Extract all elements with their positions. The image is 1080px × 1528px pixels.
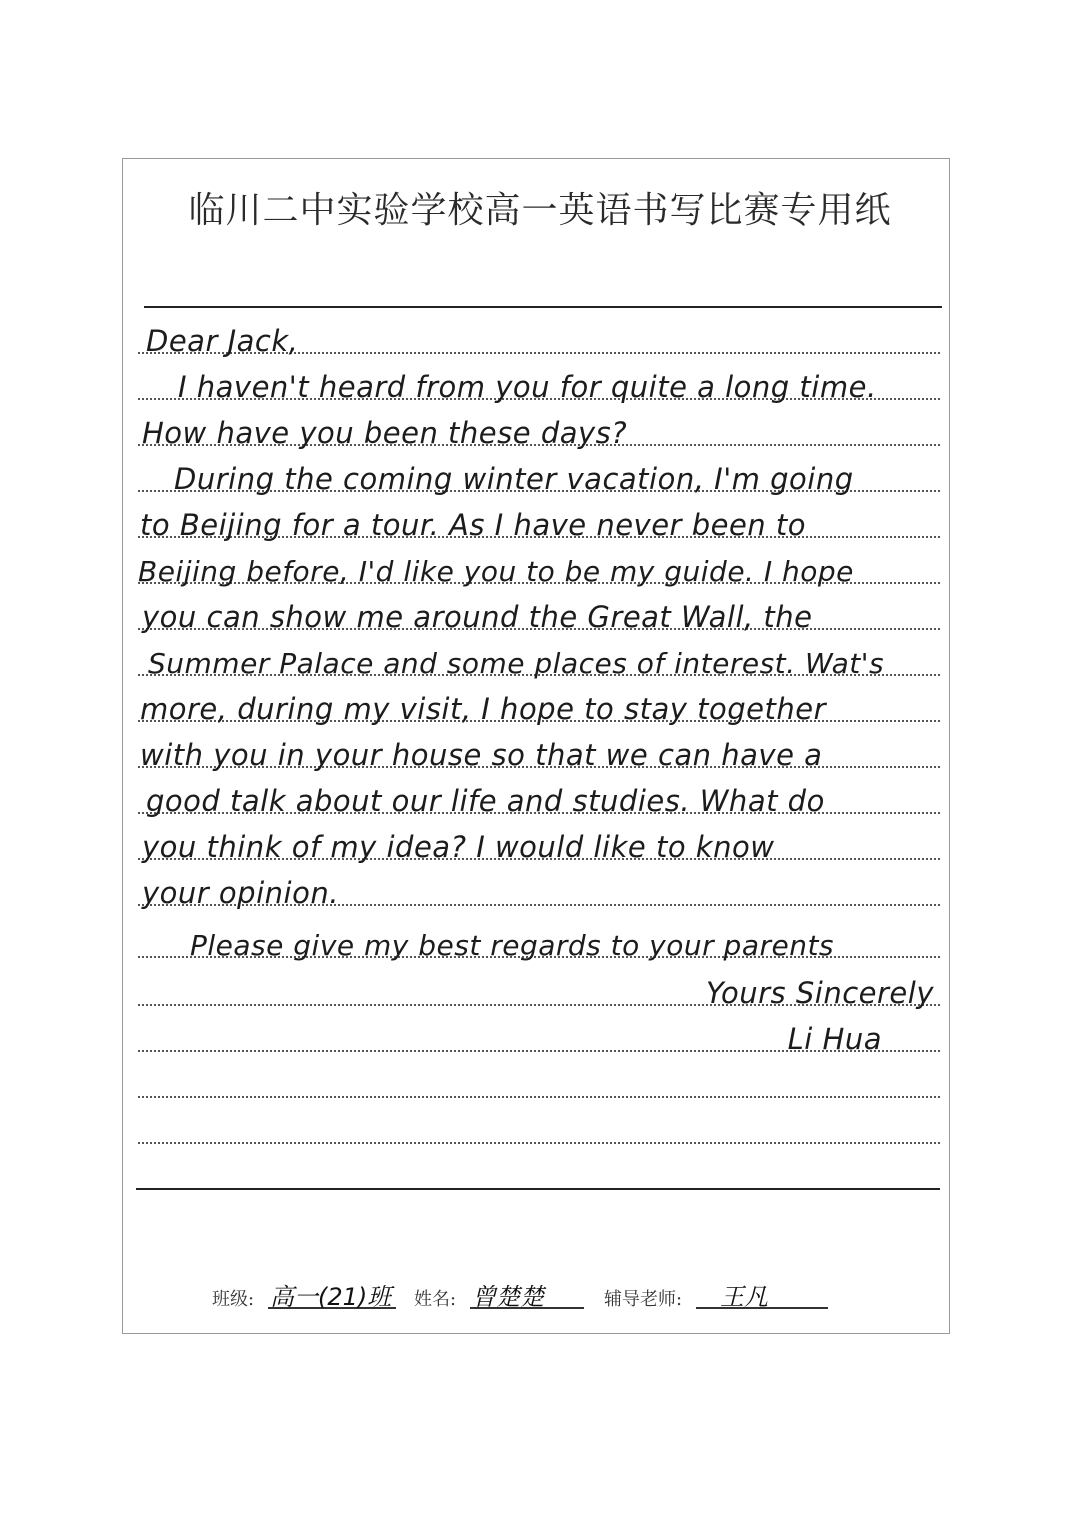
letter-line — [138, 536, 940, 588]
name-value: 曾楚楚 — [470, 1277, 584, 1309]
letter-line-text: you can show me around the Great Wall, the — [142, 600, 813, 634]
letter-line — [138, 674, 940, 726]
letter-line-signature — [138, 1004, 940, 1056]
letter-line-text: more, during my visit, I hope to stay together — [140, 692, 826, 726]
letter-line-greeting — [138, 306, 940, 358]
letter-line — [138, 490, 940, 542]
sheet-footer — [0, 1277, 1080, 1317]
letter-line — [138, 352, 940, 404]
letter-line-text: to Beijing for a tour. As I have never been to — [140, 508, 806, 542]
letter-line-text: good talk about our life and studies. What do — [146, 784, 825, 818]
letter-line — [138, 766, 940, 818]
teacher-value: 王凡 — [696, 1277, 828, 1309]
letter-line-text: you think of my idea? I would like to know — [142, 830, 775, 864]
class-value: 高一(21)班 — [268, 1277, 396, 1309]
letter-line — [138, 444, 940, 496]
bottom-rule — [136, 1188, 940, 1190]
empty-line — [138, 1096, 940, 1144]
teacher-label: 辅导老师: — [604, 1289, 683, 1310]
letter-line — [138, 398, 940, 450]
letter-line-text: During the coming winter vacation, I'm going — [174, 462, 854, 496]
letter-line — [138, 858, 940, 910]
letter-line — [138, 812, 940, 864]
name-label: 姓名: — [414, 1289, 457, 1310]
letter-line-text: with you in your house so that we can have a — [140, 738, 823, 772]
letter-line-text: Beijing before, I'd like you to be my guide. I hope — [138, 555, 854, 588]
letter-line-closing — [138, 958, 940, 1010]
letter-line-text: I haven't heard from you for quite a long time. — [178, 370, 877, 404]
empty-line — [138, 1050, 940, 1098]
letter-greeting: Dear Jack, — [146, 324, 299, 358]
letter-line — [138, 582, 940, 634]
letter-line — [138, 628, 940, 680]
letter-line-text: Please give my best regards to your parents — [190, 929, 835, 962]
letter-line-text: Summer Palace and some places of interest. Wat's — [148, 647, 885, 680]
letter-line — [138, 720, 940, 772]
sheet-title: 临川二中实验学校高一英语书写比赛专用纸 — [188, 190, 892, 231]
letter-line-text: How have you been these days? — [142, 416, 628, 450]
letter-signature: Li Hua — [787, 1022, 882, 1056]
letter-line — [138, 910, 940, 962]
class-label: 班级: — [212, 1289, 255, 1310]
letter-line-text: your opinion. — [142, 876, 339, 910]
letter-closing: Yours Sincerely — [705, 976, 934, 1010]
